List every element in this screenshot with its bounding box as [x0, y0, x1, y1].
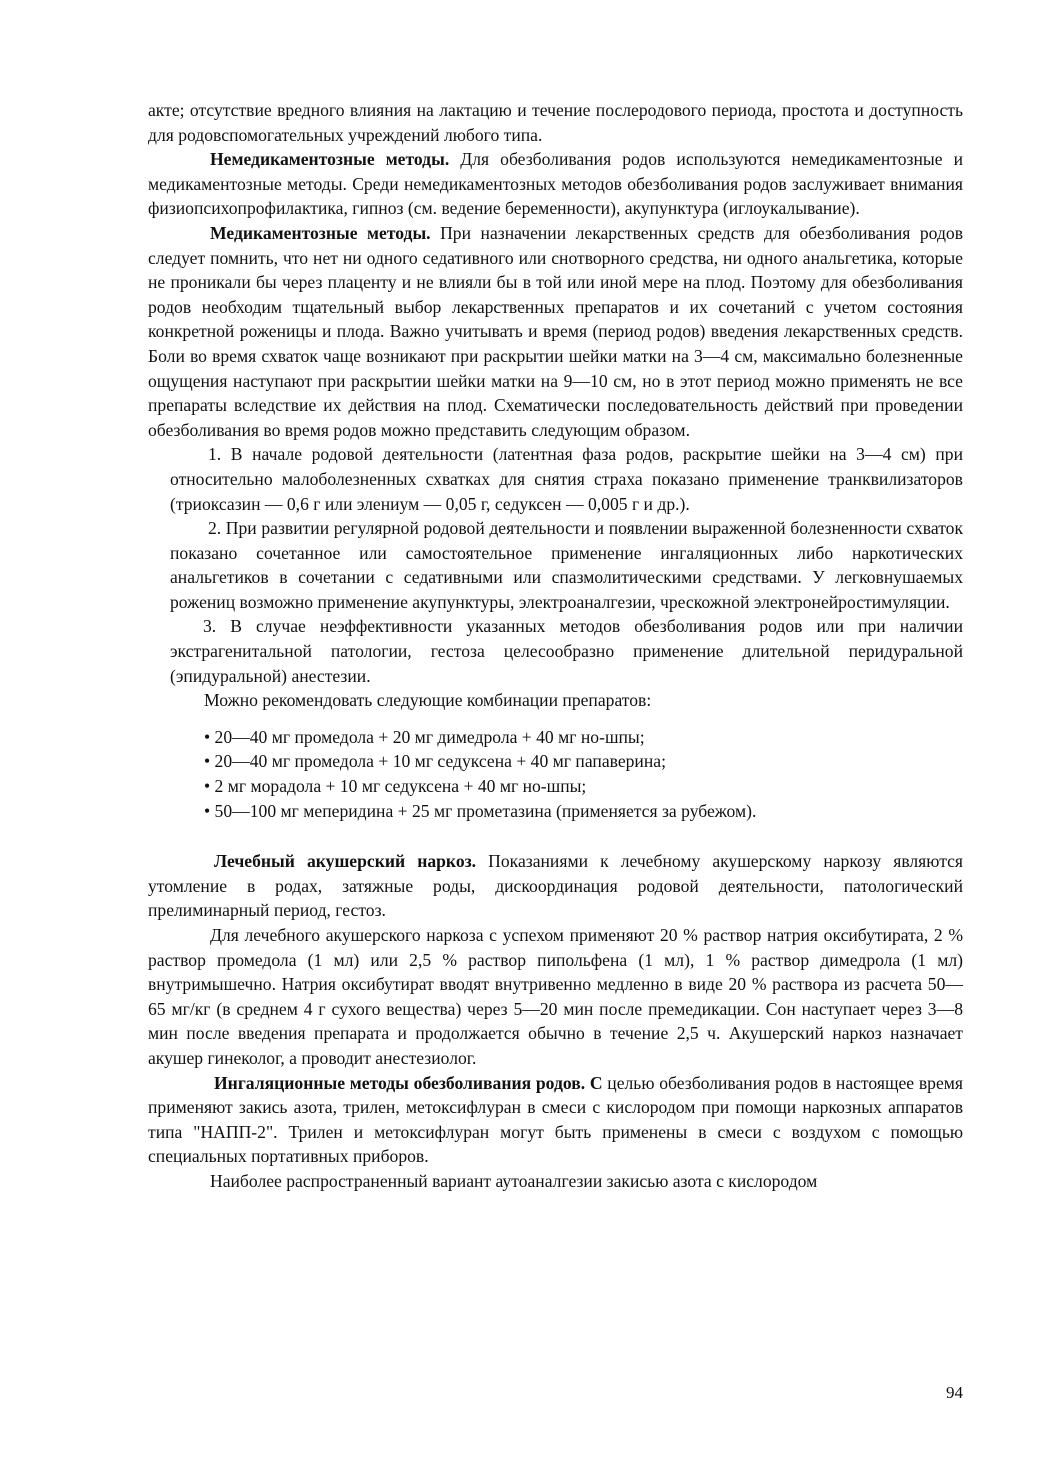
- heading-medication-methods: Медикаментозные методы.: [210, 222, 431, 243]
- paragraph-text: целью обезболивания родов в настоящее время применяют закись азота, трилен, метоксифлуран в смеси с кислородом при помощи наркозных аппаратов типа "НАПП-2". Трилен и метоксифлуран могут быть применены в смеси с воздухом с помощью специальных портативных приборов.: [148, 1072, 963, 1167]
- body-text: [148, 98, 963, 1194]
- page-number: 94: [946, 1383, 963, 1402]
- spacer: [148, 823, 963, 849]
- combinations-intro: Можно рекомендовать следующие комбинации препаратов:: [204, 690, 652, 711]
- paragraph-text: Для обезболивания родов используются немедикаментозные и медикаментозные методы. Среди немедикаментозных методов обезболивания родов заслуживает внимания физиопсихопрофилактика, гипноз (см. ведение беременности), акупунктура (иглоукалывание).: [148, 149, 963, 219]
- paragraph-autoanalgesia: Наиболее распространенный вариант аутоаналгезии закисью азота с кислородом: [210, 1170, 818, 1191]
- drug-combinations-list: [204, 725, 963, 823]
- paragraph-inhalation-methods: [148, 1071, 963, 1169]
- paragraph-text: Показаниями к лечебному акушерскому наркозу являются утомление в родах, затяжные роды, дискоординация родовой деятельности, патологический прелиминарный период, гестоз.: [148, 851, 963, 921]
- paragraph-text: При назначении лекарственных средств для обезболивания родов следует помнить, что нет ни одного седативного или снотворного средства, ни одного анальгетика, которые не проникали бы через плаценту и не влияли бы в той или иной мере на плод. Поэтому для обезболивания родов необходим тщательный выбор лекарственных препаратов и их сочетаний с учетом состояния конкретной роженицы и плода. Важно учитывать и время (период родов) введения лекарственных средств. Боли во время схваток чаще возникают при раскрытии шейки матки на 3—4 см, максимально болезненные ощущения наступают при раскрытии шейки матки на 9—10 см, но в этот период можно применять не все препараты вследствие их действия на плод. Схематически последовательность действий при проведении обезболивания во время родов можно представить следующим образом.: [148, 222, 963, 440]
- list-item: • 20—40 мг промедола + 10 мг седуксена + 40 мг папаверина;: [204, 751, 666, 772]
- paragraph-narcosis-details: Для лечебного акушерского наркоза с успехом применяют 20 % раствор натрия оксибутирата, 2 % раствор промедола (1 мл) или 2,5 % раствор пипольфена (1 мл), 1 % раствор димедрола (1 мл) внутримышечно. Натрия оксибутират вводят внутривенно медленно в виде 20 % раствора из расчета 50—65 мг/кг (в среднем 4 г сухого вещества) через 5—20 мин после премедикации. Сон наступает через 3—8 мин после введения препарата и продолжается обычно в течение 2,5 ч. Акушерский наркоз назначает акушер гинеколог, а проводит анестезиолог.: [148, 925, 963, 1068]
- numbered-item-3: 3. В случае неэффективности указанных методов обезболивания родов или при наличии экстрагенитальной патологии, гестоза целесообразно применение длительной перидуральной (эпидуральной) анестезии.: [170, 616, 963, 686]
- heading-inhalation-methods: Ингаляционные методы обезболивания родов. С: [214, 1072, 603, 1093]
- list-item: • 20—40 мг промедола + 20 мг димедрола + 40 мг но-шпы;: [204, 726, 645, 747]
- list-item: • 50—100 мг меперидина + 25 мг прометазина (применяется за рубежом).: [204, 800, 757, 821]
- paragraph-medication-methods: [148, 221, 963, 442]
- paragraph-nonmedication-methods: [148, 147, 963, 221]
- numbered-item-1: 1. В начале родовой деятельности (латентная фаза родов, раскрытие шейки на 3—4 см) при относительно малоболезненных схватках для снятия страха показано применение транквилизаторов (триоксазин — 0,6 г или элениум — 0,05 г, седуксен — 0,005 г и др.).: [170, 444, 963, 514]
- heading-therapeutic-narcosis: Лечебный акушерский наркоз.: [214, 851, 477, 872]
- list-item: • 2 мг морадола + 10 мг седуксена + 40 мг но-шпы;: [204, 776, 587, 797]
- heading-nonmedication-methods: Немедикаментозные методы.: [210, 149, 450, 170]
- numbered-item-2: 2. При развитии регулярной родовой деятельности и появлении выраженной болезненности схваток показано сочетанное или самостоятельное применение ингаляционных либо наркотических анальгетиков в сочетании с седативными или спазмолитическими средствами. У легковнушаемых рожениц возможно применение акупунктуры, электроаналгезии, чрескожной электронейростимуляции.: [170, 518, 963, 612]
- paragraph-continuation: акте; отсутствие вредного влияния на лактацию и течение послеродового периода, простота и доступность для родовспомогательных учреждений любого типа.: [148, 100, 963, 145]
- paragraph-therapeutic-narcosis: [148, 849, 963, 923]
